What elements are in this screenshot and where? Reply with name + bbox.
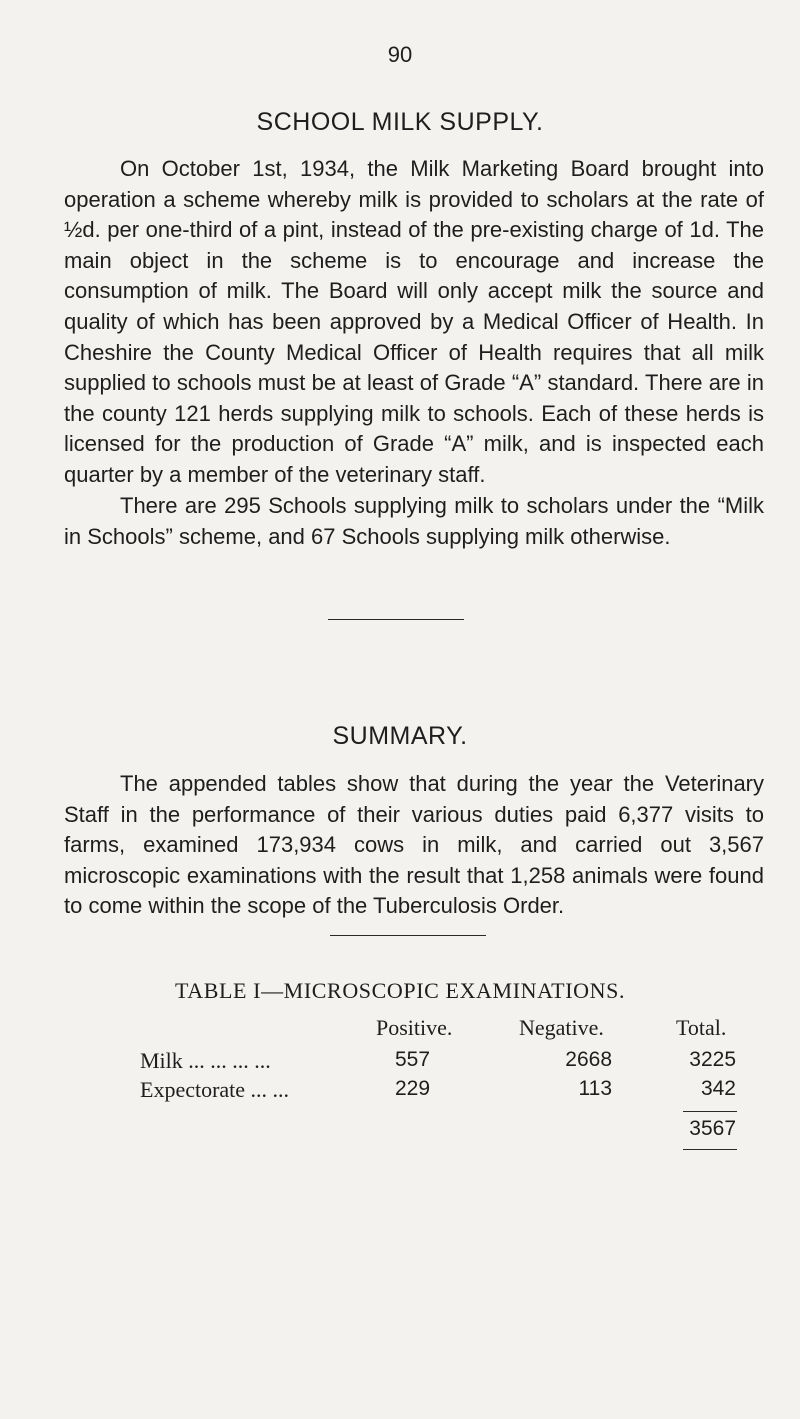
section-title-summary: SUMMARY. — [332, 722, 468, 750]
cell-milk-positive: 557 — [395, 1048, 431, 1071]
table-title: TABLE I—MICROSCOPIC EXAMINATIONS. — [174, 978, 626, 1003]
total-rule-top — [683, 1111, 737, 1112]
row-label-milk: Milk ... ... ... ... — [140, 1048, 271, 1073]
divider — [330, 935, 486, 936]
cell-expectorate-positive: 229 — [395, 1077, 431, 1100]
paragraph-schools-supplying: There are 295 Schools supplying milk to scholars under the “Milk in Schools” scheme, and 67 Schools supplying milk otherwise. — [64, 493, 764, 549]
grand-total: 3567 — [689, 1117, 736, 1140]
divider — [328, 619, 464, 620]
cell-milk-total: 3225 — [689, 1048, 736, 1071]
cell-expectorate-negative: 113 — [578, 1077, 612, 1100]
paragraph-summary: The appended tables show that during the year the Veterinary Staff in the performance of their various duties paid 6,377 visits to farms, examined 173,934 cows in milk, and carried out 3,567 microscopic examinations with the result that 1,258 animals were found to come within the scope of the Tuberculosis Order. — [64, 771, 764, 919]
column-header-positive: Positive. — [376, 1015, 453, 1040]
column-header-total: Total. — [676, 1015, 727, 1040]
page-number: 90 — [387, 42, 413, 67]
cell-expectorate-total: 342 — [700, 1077, 736, 1100]
row-label-expectorate: Expectorate ... ... — [140, 1077, 290, 1102]
paragraph-milk-scheme: On October 1st, 1934, the Milk Marketing Board brought into operation a scheme whereby milk is provided to scholars at the rate of ½d. per one-third of a pint, instead of the pre-existing charge of 1d. The main object in the scheme is to encourage and increase the consumption of milk. The Board will only accept milk the source and quality of which has been approved by a Medical Officer of Health. In Cheshire the County Medical Officer of Health requires that all milk supplied to schools must be at least of Grade “A” standard. There are in the county 121 herds supplying milk to schools. Each of these herds is licensed for the production of Grade “A” milk, and is inspected each quarter by a member of the veterinary staff. — [64, 156, 764, 487]
section-title-school-milk-supply: SCHOOL MILK SUPPLY. — [256, 108, 544, 136]
cell-milk-negative: 2668 — [565, 1048, 612, 1071]
total-rule-bottom — [683, 1149, 737, 1150]
column-header-negative: Negative. — [519, 1015, 604, 1040]
